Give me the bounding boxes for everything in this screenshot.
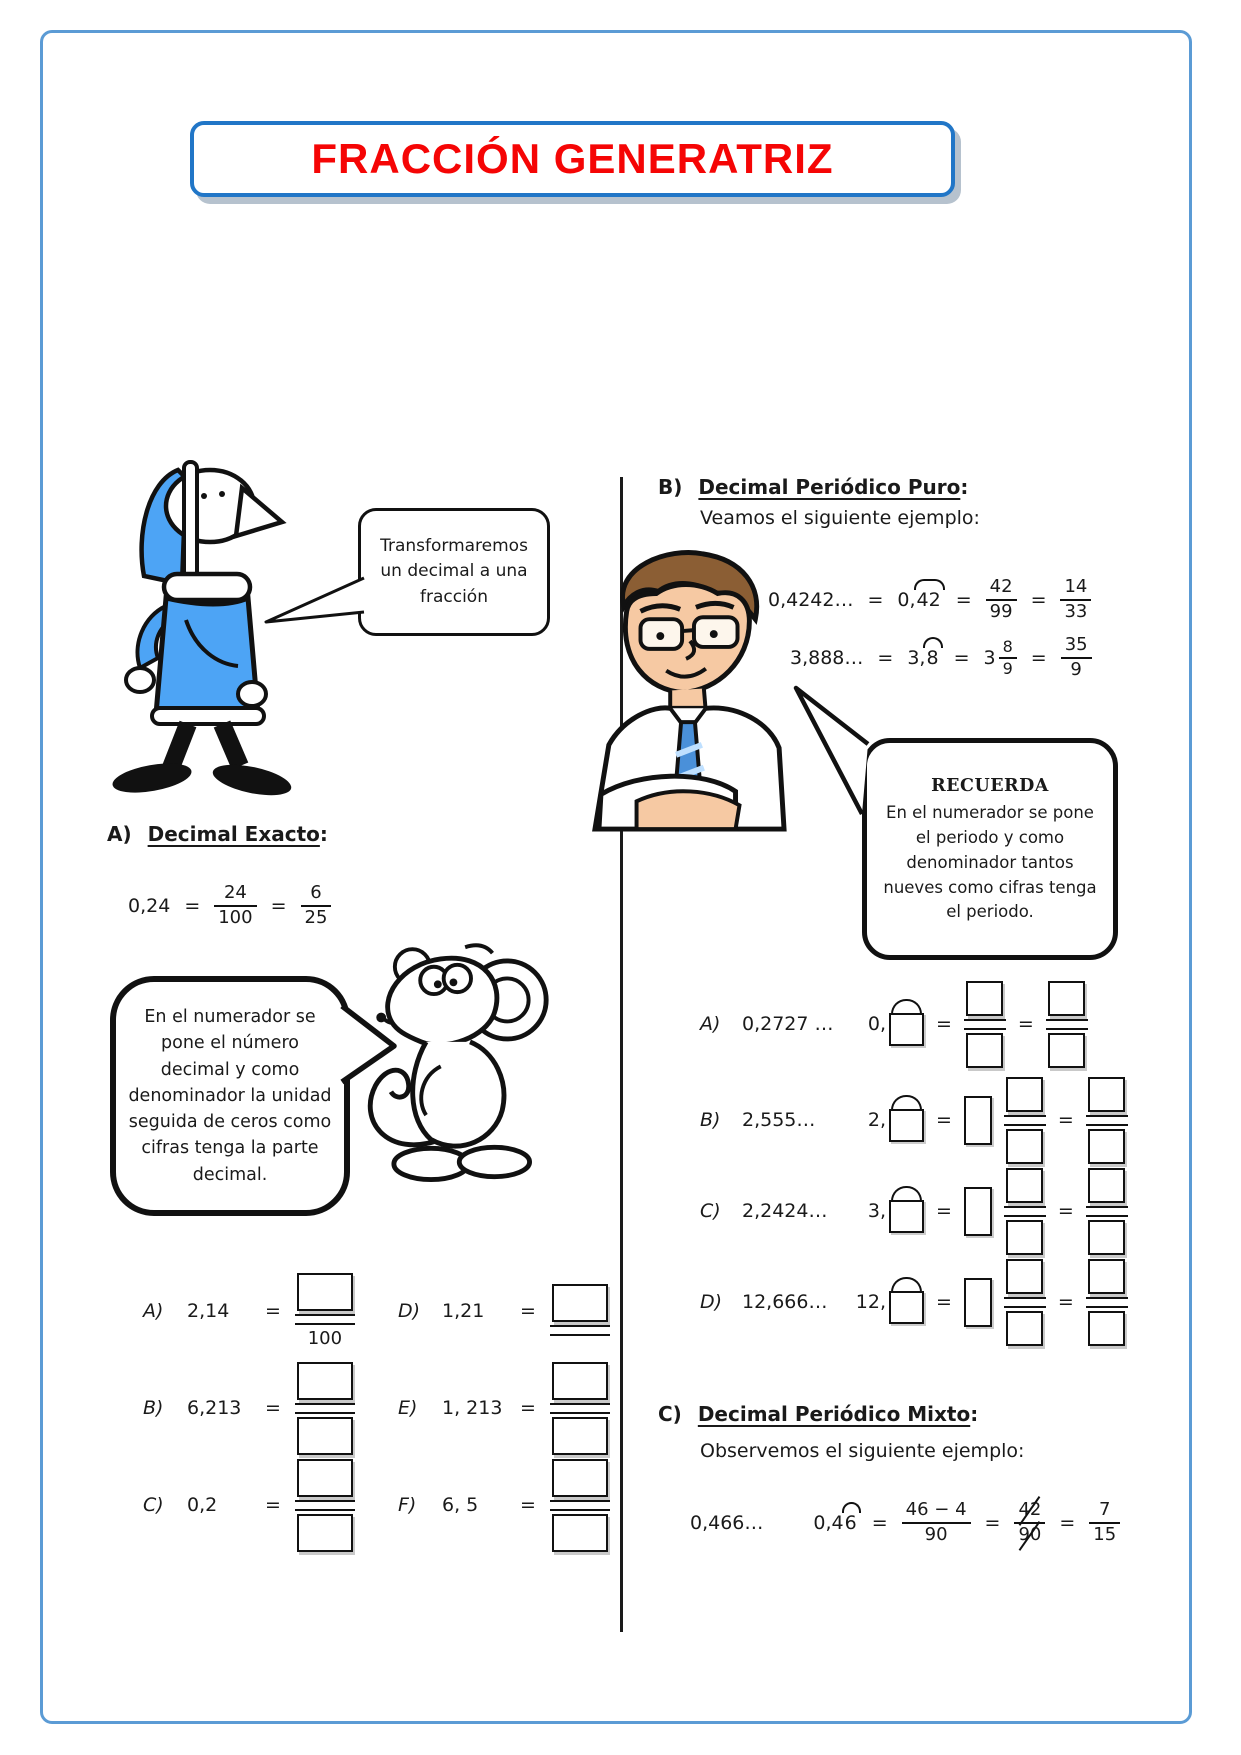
fraction-bar [1046,1019,1088,1030]
answer-fraction [295,1273,355,1349]
title-banner [190,121,955,197]
periodic-answer-box [889,1109,924,1142]
recuerda-speech-bubble-tail [790,678,874,818]
section-c-colon: : [970,1402,979,1426]
recuerda-speech-bubble [862,738,1118,960]
whole-part: 3 [983,647,996,669]
answer-box [1088,1220,1125,1255]
answer-box [966,981,1003,1016]
exercise-label: A) [143,1300,164,1322]
answer-box [1006,1220,1043,1255]
section-b-colon: : [960,475,969,499]
section-b-label: B) [658,475,683,499]
answer-fraction [1004,1168,1046,1255]
exercise-label: C) [700,1200,721,1222]
example-periodico-mixto [690,1492,1120,1554]
numerator: 46 − 4 [905,1499,967,1521]
equals-sign: = [265,1300,281,1322]
answer-box [1088,1311,1125,1346]
answer-fraction [295,1459,355,1552]
exercise-value: 0,2 [187,1494,218,1516]
exercise-puro-b [700,1080,1128,1160]
answer-box [1048,981,1085,1016]
equals-sign: = [265,1494,281,1516]
answer-fraction [1004,1077,1046,1164]
periodic-notation: 0,46 [813,1512,857,1534]
equals-sign: = [936,1013,952,1035]
denominator: 100 [307,1328,343,1349]
equals-sign: = [1057,1200,1074,1222]
numerator: 42 [989,576,1013,598]
fraction-bar [1086,1206,1128,1217]
numerator: 8 [1002,636,1013,656]
answer-fraction [295,1362,355,1455]
intro-speech-text: Transformaremos un decimal a una fracción [380,535,528,607]
decimal-prefix: 12, [855,1291,886,1313]
example-decimal: 3,888… [790,647,864,669]
denominator: 90 [924,1524,948,1546]
answer-box [552,1514,608,1552]
cancelled-numerator: 42 [1014,1500,1045,1521]
answer-box [297,1417,353,1455]
example-periodico-puro-1 [768,572,1091,628]
answer-fraction [550,1362,610,1455]
equals-sign: = [1057,1291,1074,1313]
section-a-heading [107,822,328,846]
fraction [999,638,1017,679]
answer-box [1006,1077,1043,1112]
denominator: 25 [304,907,328,929]
answer-box [297,1459,353,1497]
equals-sign: = [1017,1013,1034,1035]
exercise-value: 12,666… [742,1291,828,1313]
denominator: 99 [989,601,1013,623]
answer-box [1006,1311,1043,1346]
fraction [301,883,332,929]
example-periodico-puro-2 [790,630,1092,686]
equals-sign: = [1030,647,1047,669]
note-speech-bubble-tail [336,1000,398,1088]
exercise-puro-c [700,1171,1128,1251]
note-speech-bubble [110,976,350,1216]
exercise-value: 1, 213 [442,1397,503,1419]
denominator: 9 [1070,659,1082,681]
fraction [1061,635,1092,681]
periodic-answer-box [889,1200,924,1233]
answer-box [1006,1168,1043,1203]
fraction-bar [1004,1297,1046,1308]
exercise-value: 6,213 [187,1397,242,1419]
example-decimal: 0,4242… [768,589,854,611]
mixed-number [983,638,1016,679]
exercise-value: 2,14 [187,1300,230,1322]
section-c-title: Decimal Periódico Mixto [697,1402,971,1426]
equals-sign: = [984,1512,1001,1534]
exercise-exacto-f [398,1465,610,1545]
fraction-bar [550,1500,610,1511]
answer-fraction [550,1459,610,1552]
answer-box [297,1273,353,1311]
equals-sign: = [184,895,201,917]
decimal-prefix: 3, [867,1200,886,1222]
section-c-label: C) [658,1402,682,1426]
cancelled-fraction [1014,1500,1045,1546]
whole-number-box [964,1278,992,1327]
periodic-notation: 3,8 [907,647,939,669]
fraction-bar [1086,1115,1128,1126]
exercise-exacto-d [398,1271,610,1351]
answer-box [1006,1259,1043,1294]
periodic-answer-box [889,1291,924,1324]
numerator: 35 [1064,634,1088,656]
note-speech-text: En el numerador se pone el número decimal y como denominador la unidad seguida de ceros como cifras tenga la parte decimal. [128,1007,332,1185]
fraction-bar [295,1500,355,1511]
answer-fraction [1086,1168,1128,1255]
exercise-puro-d [700,1262,1128,1342]
equals-sign: = [520,1494,536,1516]
answer-box [552,1459,608,1497]
periodic-notation: 0,42 [897,589,941,611]
answer-box [552,1362,608,1400]
exercise-exacto-e [398,1368,610,1448]
answer-box [1088,1259,1125,1294]
equals-sign: = [270,895,287,917]
fraction [902,1500,971,1546]
equals-sign: = [1030,589,1047,611]
section-c-heading [658,1402,978,1426]
equals-sign: = [265,1397,281,1419]
section-b-subtitle: Veamos el siguiente ejemplo: [700,507,980,529]
example-decimal: 0,466… [690,1512,764,1534]
denominator: 33 [1064,601,1088,623]
decimal-prefix: 0, [867,1013,886,1035]
fraction-bar [550,1403,610,1414]
fraction-bar [295,1403,355,1414]
periodic-answer-box [889,1013,924,1046]
section-a-label: A) [107,822,132,846]
numerator: 24 [223,882,247,904]
recuerda-title: RECUERDA [931,776,1049,796]
recuerda-text: En el numerador se pone el periodo y como denominador tantos nueves como cifras tenga el periodo. [883,803,1097,922]
fraction [1089,1500,1120,1546]
whole-number-box [964,1096,992,1145]
equals-sign: = [955,589,972,611]
fraction-bar [550,1325,610,1336]
fraction [986,577,1017,623]
exercise-value: 2,2424… [742,1200,828,1222]
equals-sign: = [953,647,970,669]
exercise-label: E) [398,1397,418,1419]
fraction-bar [964,1019,1006,1030]
answer-fraction [1086,1259,1128,1346]
answer-box [1088,1168,1125,1203]
answer-box [297,1362,353,1400]
section-a-colon: : [319,822,328,846]
answer-box [552,1284,608,1322]
answer-box [1088,1077,1125,1112]
exercise-label: D) [398,1300,421,1322]
equals-sign: = [520,1300,536,1322]
intro-speech-bubble [358,508,550,636]
fraction [1060,577,1091,623]
denominator: 15 [1093,1524,1117,1546]
equals-sign: = [936,1200,952,1222]
denominator: 100 [218,907,253,929]
answer-fraction [964,981,1006,1068]
answer-fraction [1046,981,1088,1068]
equals-sign: = [936,1291,952,1313]
cancelled-denominator: 90 [1014,1525,1045,1546]
exercise-value: 1,21 [442,1300,485,1322]
equals-sign: = [867,589,884,611]
equals-sign: = [877,647,894,669]
whole-number-box [964,1187,992,1236]
answer-box [966,1033,1003,1068]
section-b-title: Decimal Periódico Puro [698,475,961,499]
exercise-exacto-b [143,1368,355,1448]
answer-fraction [1004,1259,1046,1346]
numerator: 14 [1064,576,1088,598]
exercise-label: C) [143,1494,164,1516]
intro-speech-bubble-tail [262,568,366,626]
exercise-value: 6, 5 [442,1494,479,1516]
numerator: 7 [1099,1499,1111,1521]
exercise-puro-a [700,984,1088,1064]
section-c-subtitle: Observemos el siguiente ejemplo: [700,1440,1025,1462]
exercise-label: B) [700,1109,721,1131]
exercise-exacto-c [143,1465,355,1545]
answer-box [1048,1033,1085,1068]
fraction-bar [295,1314,355,1325]
answer-box [1088,1129,1125,1164]
page-title: FRACCIÓN GENERATRIZ [311,135,834,182]
exercise-label: D) [700,1291,723,1313]
exercise-label: B) [143,1397,164,1419]
exercise-value: 0,2727 … [742,1013,834,1035]
answer-box [297,1514,353,1552]
example-decimal: 0,24 [128,895,171,917]
fraction-bar [1004,1206,1046,1217]
example-decimal-exacto [128,876,331,936]
equals-sign: = [871,1512,888,1534]
decimal-prefix: 2, [867,1109,886,1131]
equals-sign: = [1057,1109,1074,1131]
answer-fraction [1086,1077,1128,1164]
fraction [214,883,256,929]
numerator: 6 [310,882,322,904]
fraction-bar [1004,1115,1046,1126]
equals-sign: = [936,1109,952,1131]
answer-fraction [550,1284,610,1339]
equals-sign: = [520,1397,536,1419]
denominator: 9 [1002,659,1013,679]
exercise-exacto-a [143,1271,355,1351]
periodic-digits: 6 [844,1512,857,1534]
section-a-title: Decimal Exacto [147,822,320,846]
answer-box [1006,1129,1043,1164]
exercise-label: F) [398,1494,417,1516]
periodic-digits: 42 [916,589,941,611]
exercise-value: 2,555… [742,1109,816,1131]
exercise-label: A) [700,1013,721,1035]
periodic-digits: 8 [926,647,939,669]
section-b-heading [658,475,968,499]
equals-sign: = [1059,1512,1076,1534]
answer-box [552,1417,608,1455]
fraction-bar [1086,1297,1128,1308]
